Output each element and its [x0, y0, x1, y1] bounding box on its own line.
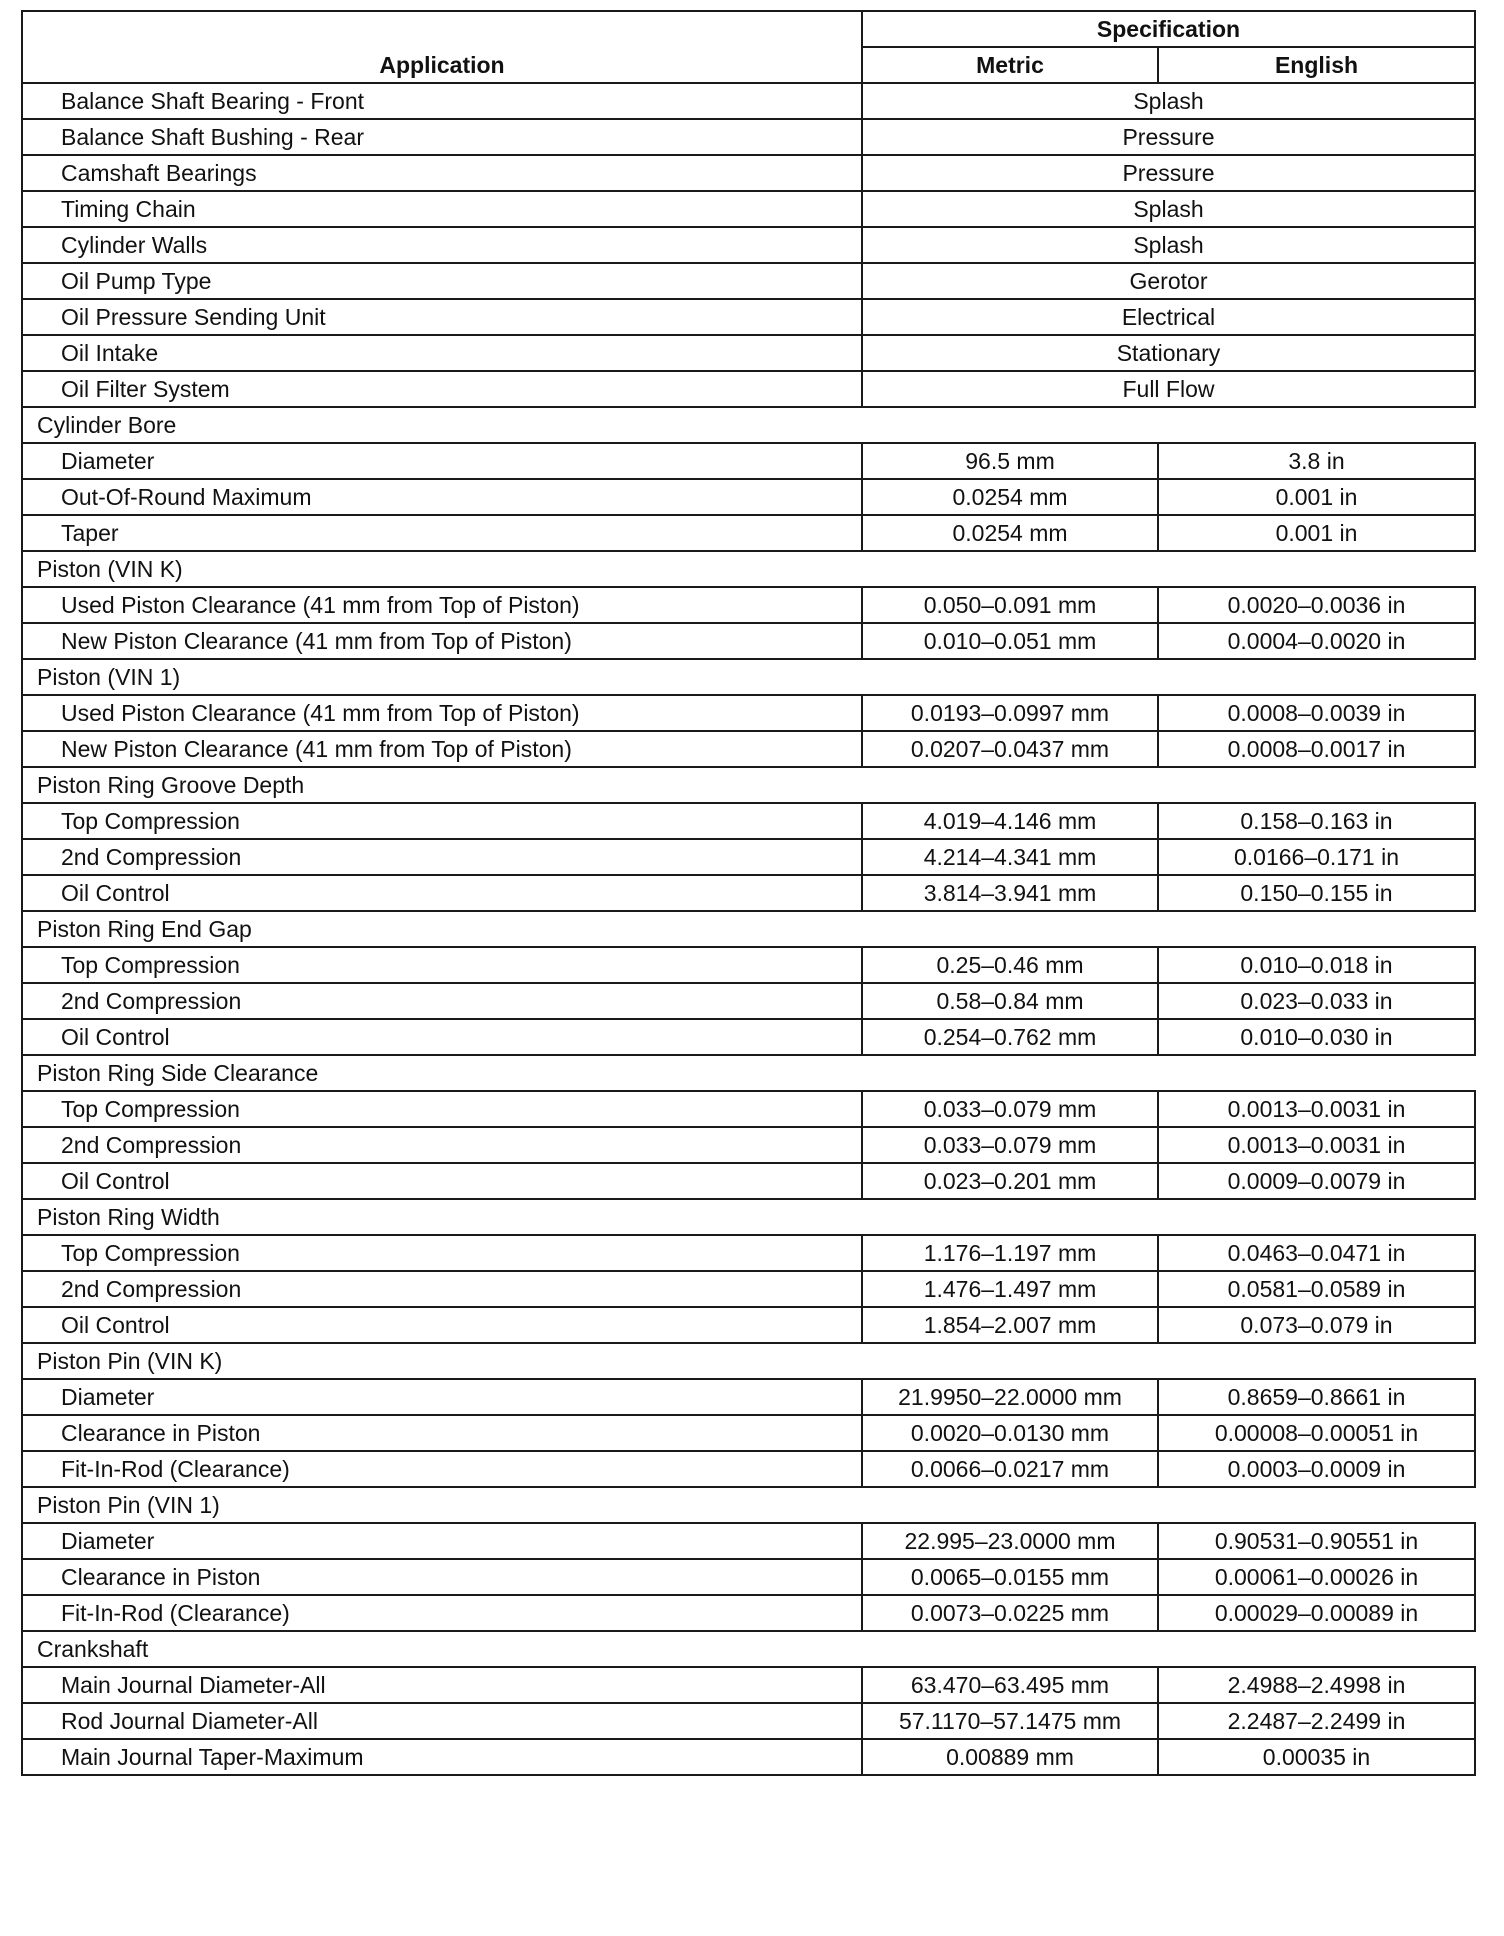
row-label: Main Journal Taper-Maximum	[22, 1739, 862, 1775]
table-row	[22, 1415, 1475, 1451]
section-header-row	[22, 767, 1475, 803]
table-row	[22, 587, 1475, 623]
row-label: Balance Shaft Bushing - Rear	[22, 119, 862, 155]
row-label: Oil Control	[22, 1163, 862, 1199]
table-row	[22, 983, 1475, 1019]
table-row	[22, 839, 1475, 875]
english-value: 3.8 in	[1158, 443, 1475, 479]
metric-value: 22.995–23.0000 mm	[862, 1523, 1158, 1559]
table-row	[22, 695, 1475, 731]
english-value: 0.010–0.018 in	[1158, 947, 1475, 983]
row-label: Fit-In-Rod (Clearance)	[22, 1451, 862, 1487]
table-row	[22, 191, 1475, 227]
row-label: Oil Pump Type	[22, 263, 862, 299]
section-header-row	[22, 1055, 1475, 1091]
row-label: Oil Control	[22, 1307, 862, 1343]
metric-value: 63.470–63.495 mm	[862, 1667, 1158, 1703]
english-value: 0.0009–0.0079 in	[1158, 1163, 1475, 1199]
metric-value: 0.254–0.762 mm	[862, 1019, 1158, 1055]
section-title: Piston Ring End Gap	[22, 911, 1475, 947]
row-label: Balance Shaft Bearing - Front	[22, 83, 862, 119]
row-label: Timing Chain	[22, 191, 862, 227]
row-label: Rod Journal Diameter-All	[22, 1703, 862, 1739]
metric-value: 3.814–3.941 mm	[862, 875, 1158, 911]
row-label: New Piston Clearance (41 mm from Top of Piston)	[22, 623, 862, 659]
english-value: 2.4988–2.4998 in	[1158, 1667, 1475, 1703]
row-label: 2nd Compression	[22, 983, 862, 1019]
table-row	[22, 371, 1475, 407]
table-row	[22, 1523, 1475, 1559]
row-value: Full Flow	[862, 371, 1475, 407]
metric-value: 57.1170–57.1475 mm	[862, 1703, 1158, 1739]
table-row	[22, 155, 1475, 191]
metric-value: 0.0020–0.0130 mm	[862, 1415, 1158, 1451]
table-row	[22, 875, 1475, 911]
section-title: Cylinder Bore	[22, 407, 1475, 443]
row-label: Oil Control	[22, 875, 862, 911]
row-label: 2nd Compression	[22, 1127, 862, 1163]
row-label: Oil Filter System	[22, 371, 862, 407]
metric-value: 21.9950–22.0000 mm	[862, 1379, 1158, 1415]
section-header-row	[22, 1343, 1475, 1379]
english-value: 0.00061–0.00026 in	[1158, 1559, 1475, 1595]
metric-value: 0.050–0.091 mm	[862, 587, 1158, 623]
row-label: Clearance in Piston	[22, 1415, 862, 1451]
english-value: 0.0008–0.0017 in	[1158, 731, 1475, 767]
specification-table	[21, 10, 1476, 1776]
english-value: 0.0003–0.0009 in	[1158, 1451, 1475, 1487]
metric-value: 0.033–0.079 mm	[862, 1091, 1158, 1127]
english-value: 0.0020–0.0036 in	[1158, 587, 1475, 623]
table-row	[22, 1451, 1475, 1487]
metric-value: 1.854–2.007 mm	[862, 1307, 1158, 1343]
metric-value: 0.033–0.079 mm	[862, 1127, 1158, 1163]
table-row	[22, 1091, 1475, 1127]
row-label: Main Journal Diameter-All	[22, 1667, 862, 1703]
table-row	[22, 1271, 1475, 1307]
row-label: Fit-In-Rod (Clearance)	[22, 1595, 862, 1631]
english-value: 2.2487–2.2499 in	[1158, 1703, 1475, 1739]
row-label: Top Compression	[22, 1091, 862, 1127]
section-title: Piston Ring Side Clearance	[22, 1055, 1475, 1091]
table-row	[22, 731, 1475, 767]
metric-value: 0.25–0.46 mm	[862, 947, 1158, 983]
english-value: 0.0008–0.0039 in	[1158, 695, 1475, 731]
section-title: Crankshaft	[22, 1631, 1475, 1667]
metric-value: 1.476–1.497 mm	[862, 1271, 1158, 1307]
section-title: Piston Ring Groove Depth	[22, 767, 1475, 803]
section-title: Piston (VIN 1)	[22, 659, 1475, 695]
metric-value: 1.176–1.197 mm	[862, 1235, 1158, 1271]
english-value: 0.158–0.163 in	[1158, 803, 1475, 839]
metric-value: 0.010–0.051 mm	[862, 623, 1158, 659]
table-row	[22, 1595, 1475, 1631]
row-value: Splash	[862, 227, 1475, 263]
table-row	[22, 803, 1475, 839]
metric-value: 0.023–0.201 mm	[862, 1163, 1158, 1199]
table-row	[22, 1307, 1475, 1343]
english-value: 0.023–0.033 in	[1158, 983, 1475, 1019]
metric-value: 4.214–4.341 mm	[862, 839, 1158, 875]
english-column-header: English	[1158, 47, 1475, 83]
english-value: 0.073–0.079 in	[1158, 1307, 1475, 1343]
english-value: 0.001 in	[1158, 515, 1475, 551]
row-label: Diameter	[22, 1379, 862, 1415]
row-value: Splash	[862, 191, 1475, 227]
row-label: Top Compression	[22, 1235, 862, 1271]
table-row	[22, 263, 1475, 299]
english-value: 0.00035 in	[1158, 1739, 1475, 1775]
row-label: 2nd Compression	[22, 1271, 862, 1307]
row-label: Clearance in Piston	[22, 1559, 862, 1595]
application-column-header: Application	[22, 11, 862, 83]
metric-value: 0.58–0.84 mm	[862, 983, 1158, 1019]
english-value: 0.0013–0.0031 in	[1158, 1091, 1475, 1127]
table-row	[22, 1703, 1475, 1739]
section-title: Piston Pin (VIN K)	[22, 1343, 1475, 1379]
table-row	[22, 515, 1475, 551]
table-row	[22, 227, 1475, 263]
english-value: 0.0004–0.0020 in	[1158, 623, 1475, 659]
metric-value: 0.0066–0.0217 mm	[862, 1451, 1158, 1487]
row-label: Used Piston Clearance (41 mm from Top of Piston)	[22, 587, 862, 623]
table-row	[22, 83, 1475, 119]
row-value: Electrical	[862, 299, 1475, 335]
section-header-row	[22, 911, 1475, 947]
row-label: Taper	[22, 515, 862, 551]
row-value: Gerotor	[862, 263, 1475, 299]
section-title: Piston (VIN K)	[22, 551, 1475, 587]
english-value: 0.90531–0.90551 in	[1158, 1523, 1475, 1559]
table-row	[22, 1019, 1475, 1055]
section-header-row	[22, 1199, 1475, 1235]
english-value: 0.001 in	[1158, 479, 1475, 515]
row-label: Oil Intake	[22, 335, 862, 371]
row-label: Cylinder Walls	[22, 227, 862, 263]
row-label: New Piston Clearance (41 mm from Top of Piston)	[22, 731, 862, 767]
section-header-row	[22, 1631, 1475, 1667]
row-label: Diameter	[22, 1523, 862, 1559]
row-label: Diameter	[22, 443, 862, 479]
row-label: Oil Pressure Sending Unit	[22, 299, 862, 335]
english-value: 0.00008–0.00051 in	[1158, 1415, 1475, 1451]
table-row	[22, 1235, 1475, 1271]
english-value: 0.0581–0.0589 in	[1158, 1271, 1475, 1307]
metric-value: 0.0193–0.0997 mm	[862, 695, 1158, 731]
english-value: 0.0013–0.0031 in	[1158, 1127, 1475, 1163]
table-row	[22, 1667, 1475, 1703]
table-row	[22, 1559, 1475, 1595]
table-row	[22, 947, 1475, 983]
english-value: 0.150–0.155 in	[1158, 875, 1475, 911]
metric-value: 0.0073–0.0225 mm	[862, 1595, 1158, 1631]
table-row	[22, 299, 1475, 335]
metric-column-header: Metric	[862, 47, 1158, 83]
table-row	[22, 623, 1475, 659]
section-header-row	[22, 551, 1475, 587]
english-value: 0.8659–0.8661 in	[1158, 1379, 1475, 1415]
row-value: Splash	[862, 83, 1475, 119]
metric-value: 0.0207–0.0437 mm	[862, 731, 1158, 767]
row-label: Used Piston Clearance (41 mm from Top of Piston)	[22, 695, 862, 731]
row-value: Stationary	[862, 335, 1475, 371]
row-label: Camshaft Bearings	[22, 155, 862, 191]
table-row	[22, 1379, 1475, 1415]
table-header	[22, 11, 1475, 83]
metric-value: 0.0254 mm	[862, 479, 1158, 515]
english-value: 0.0463–0.0471 in	[1158, 1235, 1475, 1271]
table-body	[22, 83, 1475, 1775]
section-title: Piston Pin (VIN 1)	[22, 1487, 1475, 1523]
row-label: Oil Control	[22, 1019, 862, 1055]
metric-value: 4.019–4.146 mm	[862, 803, 1158, 839]
specification-column-header: Specification	[862, 11, 1475, 47]
metric-value: 0.0254 mm	[862, 515, 1158, 551]
table-row	[22, 443, 1475, 479]
metric-value: 96.5 mm	[862, 443, 1158, 479]
row-label: Out-Of-Round Maximum	[22, 479, 862, 515]
section-header-row	[22, 659, 1475, 695]
metric-value: 0.0065–0.0155 mm	[862, 1559, 1158, 1595]
table-row	[22, 1127, 1475, 1163]
table-row	[22, 119, 1475, 155]
row-label: Top Compression	[22, 947, 862, 983]
row-label: Top Compression	[22, 803, 862, 839]
table-row	[22, 479, 1475, 515]
table-row	[22, 335, 1475, 371]
table-row	[22, 1739, 1475, 1775]
metric-value: 0.00889 mm	[862, 1739, 1158, 1775]
section-header-row	[22, 1487, 1475, 1523]
row-value: Pressure	[862, 119, 1475, 155]
section-title: Piston Ring Width	[22, 1199, 1475, 1235]
table-row	[22, 1163, 1475, 1199]
english-value: 0.00029–0.00089 in	[1158, 1595, 1475, 1631]
english-value: 0.0166–0.171 in	[1158, 839, 1475, 875]
row-label: 2nd Compression	[22, 839, 862, 875]
row-value: Pressure	[862, 155, 1475, 191]
section-header-row	[22, 407, 1475, 443]
english-value: 0.010–0.030 in	[1158, 1019, 1475, 1055]
